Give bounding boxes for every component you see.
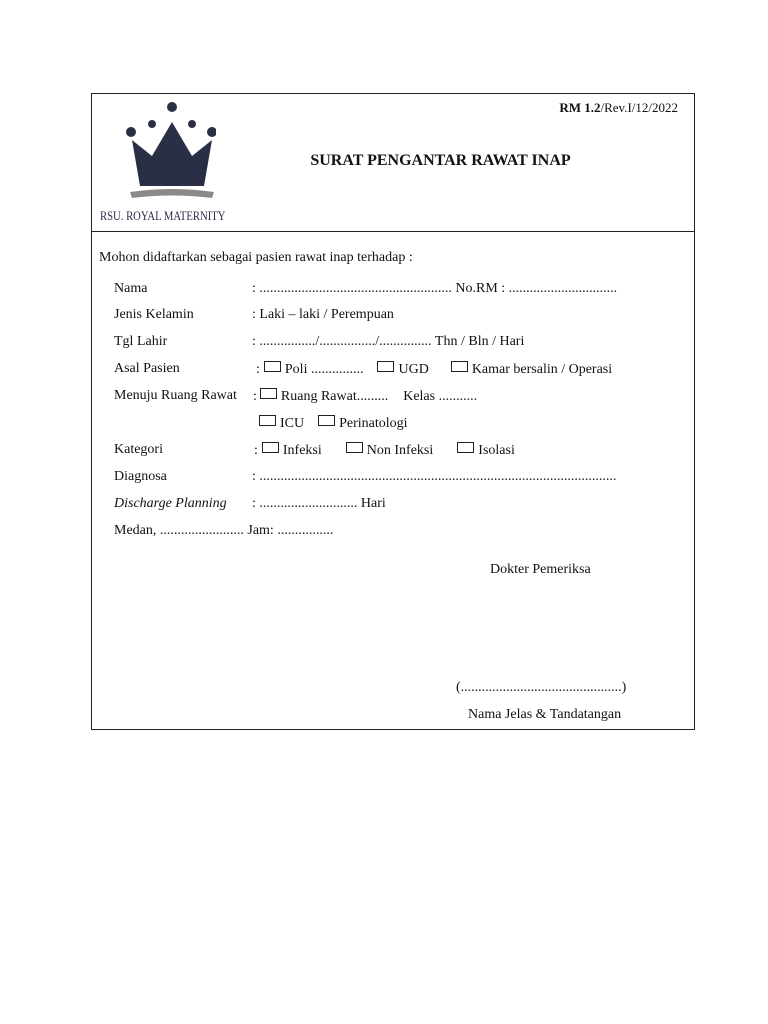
value-tgl-lahir[interactable]: : ................/................/............... Thn / Bln / Hari <box>252 334 525 349</box>
checkbox-ugd[interactable] <box>377 361 394 372</box>
label-tgl-lahir: Tgl Lahir <box>114 334 168 349</box>
value-discharge[interactable]: : ............................ Hari <box>252 496 386 511</box>
checkbox-isolasi[interactable] <box>457 442 474 453</box>
checkbox-kamar-bersalin[interactable] <box>451 361 468 372</box>
label-menuju: Menuju Ruang Rawat <box>114 388 237 403</box>
checkbox-perinatologi[interactable] <box>318 415 335 426</box>
crown-icon <box>116 100 216 200</box>
signature-caption: Nama Jelas & Tandatangan <box>468 707 622 722</box>
label-medan[interactable]: Medan, ........................ Jam: ................ <box>114 523 334 538</box>
value-menuju-row2 <box>255 415 408 432</box>
checkbox-infeksi[interactable] <box>262 442 279 453</box>
option-icu: ICU <box>280 416 305 431</box>
option-poli: Poli ............... <box>284 362 364 377</box>
checkbox-poli[interactable] <box>264 361 281 372</box>
signature-title: Dokter Pemeriksa <box>490 562 591 577</box>
form-code-rest: /Rev.I/12/2022 <box>600 100 678 115</box>
logo-text: RSU. ROYAL MATERNITY <box>100 208 226 223</box>
value-nama[interactable]: : ....................................................... No.RM : ............................... <box>252 281 618 296</box>
option-isolasi: Isolasi <box>478 443 515 458</box>
checkbox-icu[interactable] <box>259 415 276 426</box>
value-jenis-kelamin[interactable]: : Laki – laki / Perempuan <box>252 307 394 322</box>
option-ruang-rawat: Ruang Rawat......... <box>280 389 389 404</box>
colon: : <box>256 362 260 377</box>
label-diagnosa: Diagnosa <box>114 469 167 484</box>
value-menuju-row1 <box>253 388 477 405</box>
label-nama: Nama <box>114 281 148 296</box>
checkbox-ruang-rawat[interactable] <box>260 388 277 399</box>
form-code-bold: RM 1.2 <box>559 100 601 115</box>
option-perinatologi: Perinatologi <box>339 416 408 431</box>
inpatient-form <box>91 93 695 730</box>
form-code <box>559 100 678 116</box>
colon: : <box>254 443 258 458</box>
label-discharge-text: Discharge Planning <box>114 496 227 511</box>
colon: : <box>253 389 257 404</box>
label-kategori: Kategori <box>114 442 163 457</box>
label-jenis-kelamin: Jenis Kelamin <box>114 307 194 322</box>
intro-text: Mohon didaftarkan sebagai pasien rawat inap terhadap : <box>99 250 413 265</box>
form-header <box>92 94 694 232</box>
form-title: SURAT PENGANTAR RAWAT INAP <box>310 152 571 169</box>
option-ugd: UGD <box>398 362 429 377</box>
option-kamar-bersalin: Kamar bersalin / Operasi <box>471 362 613 377</box>
signature-line[interactable]: (..............................................) <box>456 680 627 695</box>
label-discharge <box>114 496 227 512</box>
value-diagnosa[interactable]: : ...................................................................................................... <box>252 469 617 484</box>
option-non-infeksi: Non Infeksi <box>366 443 434 458</box>
value-kategori <box>254 442 515 459</box>
option-infeksi: Infeksi <box>282 443 322 458</box>
option-kelas: Kelas ........... <box>403 389 478 404</box>
label-asal-pasien: Asal Pasien <box>114 361 180 376</box>
value-asal-pasien <box>256 361 612 378</box>
checkbox-non-infeksi[interactable] <box>346 442 363 453</box>
